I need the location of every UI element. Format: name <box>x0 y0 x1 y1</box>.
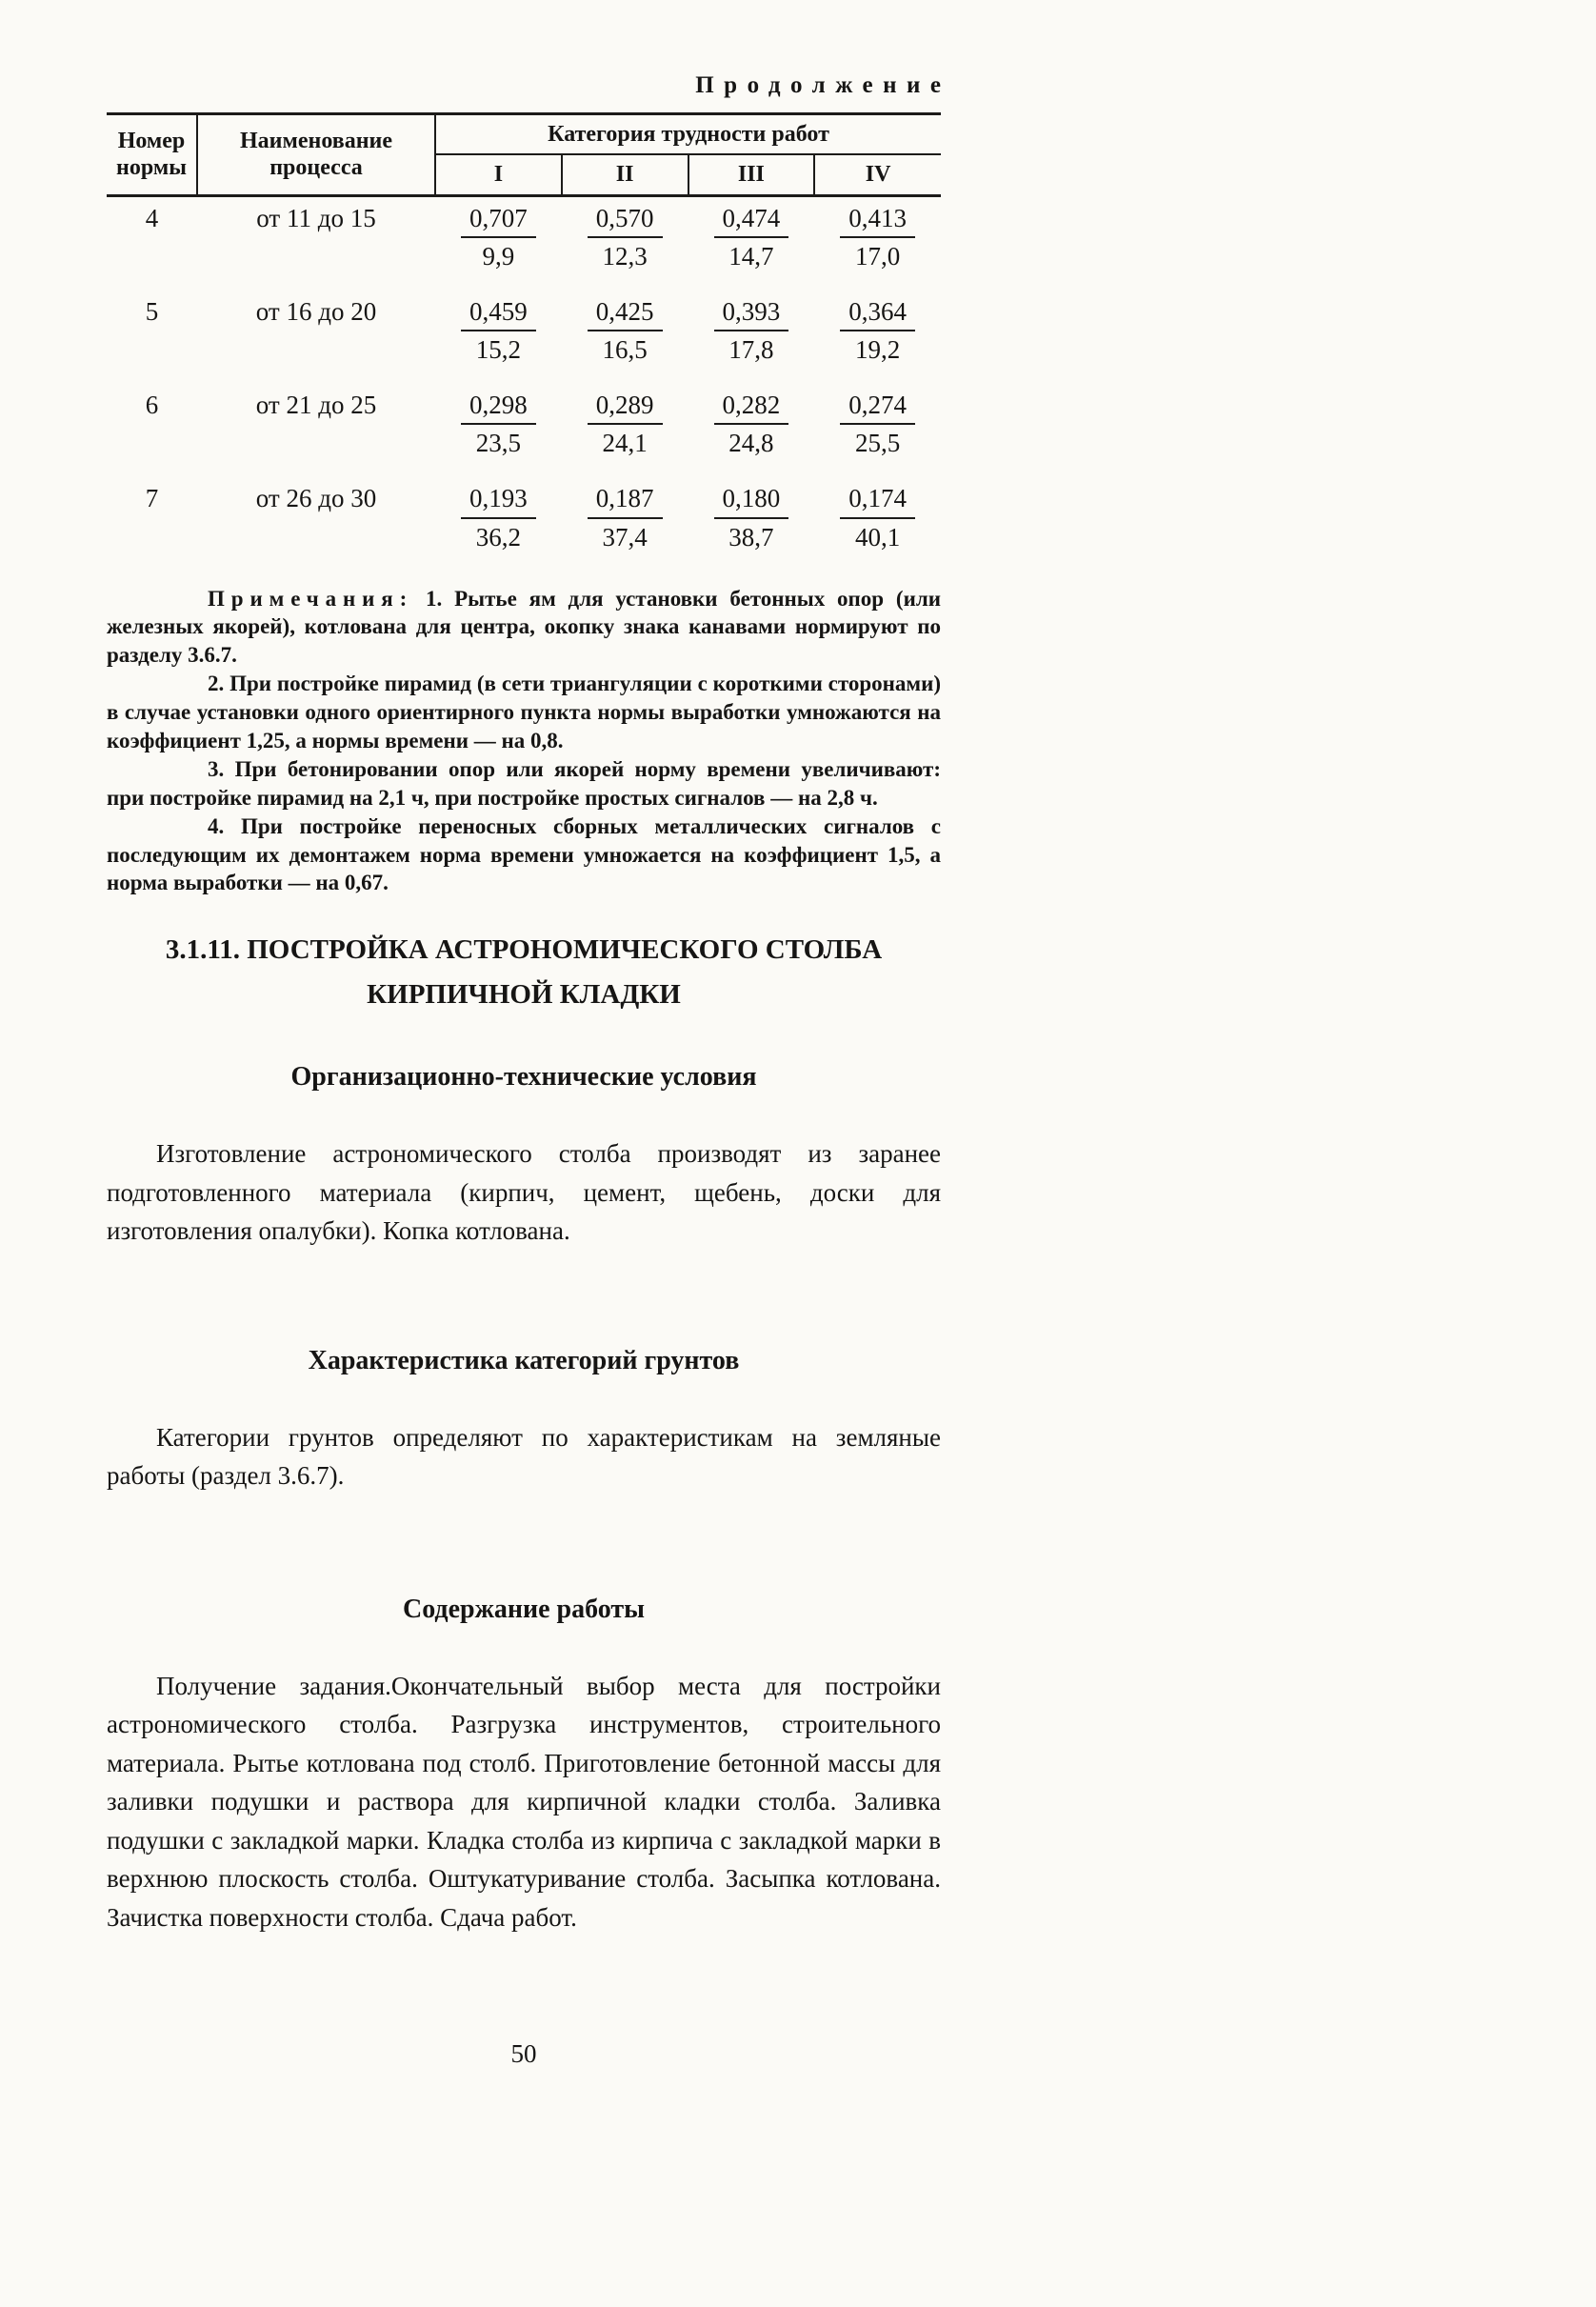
paragraph-soil-categories: Категории грунтов определяют по характеристикам на земляные работы (раздел 3.6.7). <box>107 1422 941 1491</box>
process-range-cell: от 11 до 15 <box>256 203 376 232</box>
fraction-numerator: 0,298 <box>461 391 536 425</box>
notes-label: Примечания: <box>208 586 414 611</box>
col-header-category-iv: IV <box>814 154 941 195</box>
subheading-work-content: Содержание работы <box>402 1594 646 1624</box>
fraction-numerator: 0,274 <box>840 391 915 425</box>
fraction-denominator: 16,5 <box>602 335 648 365</box>
page-number: 50 <box>510 2039 537 2069</box>
note-item: 2. При постройке пирамид (в сети триангуляции с короткими сторонами) в случае установки одного ориентирного пункта нормы выработки умножаются на коэффициент 1,25, а нормы времени — на 0,8. <box>107 672 941 753</box>
fraction-numerator: 0,570 <box>588 204 663 238</box>
text-column <box>107 72 951 2069</box>
fraction <box>588 391 663 457</box>
col-header-work-difficulty-category: Категория трудности работ <box>435 114 941 155</box>
fraction <box>461 391 536 457</box>
paragraph-work-content: Получение задания.Окончательный выбор места для постройки астрономического столба. Разгрузка инструментов, строительного материала. Рытье котлована под столб. Приготовление бетонной массы для заливки подушки и раствора для кирпичной кладки столба. Заливка подушки с закладкой марки. Кладка столба из кирпича с закладкой марки в верхнюю плоскость столба. Оштукатуривание столба. Засыпка котлована. Зачистка поверхности столба. Сдача работ. <box>107 1671 941 1932</box>
fraction <box>840 391 915 457</box>
fraction-numerator: 0,425 <box>588 297 663 331</box>
norm-number-cell: 7 <box>145 484 159 513</box>
norm-number-cell: 6 <box>145 391 159 420</box>
table-row <box>107 195 941 281</box>
fraction <box>840 204 915 271</box>
fraction <box>714 391 789 457</box>
fraction-denominator: 9,9 <box>482 241 515 271</box>
fraction <box>840 484 915 551</box>
section-heading-3-1-11 <box>107 928 941 1016</box>
fraction-numerator: 0,187 <box>588 484 663 518</box>
section-heading-line2: КИРПИЧНОЙ КЛАДКИ <box>367 978 681 1010</box>
value-cell <box>435 374 562 468</box>
value-cell <box>435 281 562 374</box>
norms-table <box>107 112 941 562</box>
col-header-norm-number: Номер нормы <box>107 114 197 196</box>
fraction-numerator: 0,174 <box>840 484 915 518</box>
note-item <box>107 585 941 671</box>
table-row <box>107 468 941 561</box>
value-cell <box>688 374 815 468</box>
fraction-denominator: 24,1 <box>602 429 648 458</box>
value-cell <box>435 195 562 281</box>
fraction-numerator: 0,289 <box>588 391 663 425</box>
process-range-cell: от 26 до 30 <box>255 484 377 513</box>
fraction-denominator: 23,5 <box>475 429 521 458</box>
fraction-numerator: 0,282 <box>714 391 789 425</box>
note-item: 3. При бетонировании опор или якорей норму времени увеличивают: при постройке пирамид на 2,1 ч, при постройке простых сигналов — на 2,8 ч. <box>107 756 941 810</box>
fraction <box>714 484 789 551</box>
value-cell <box>814 374 941 468</box>
fraction-denominator: 36,2 <box>475 522 521 552</box>
subheading-org-conditions: Организационно-технические условия <box>290 1062 757 1093</box>
fraction-numerator: 0,459 <box>461 297 536 331</box>
col-header-category-ii: II <box>562 154 688 195</box>
fraction <box>588 204 663 271</box>
fraction-denominator: 17,8 <box>728 335 774 365</box>
fraction-denominator: 37,4 <box>602 522 648 552</box>
fraction-denominator: 17,0 <box>855 241 901 271</box>
fraction-numerator: 0,413 <box>840 204 915 238</box>
fraction-denominator: 38,7 <box>728 522 774 552</box>
fraction-numerator: 0,193 <box>461 484 536 518</box>
section-heading-line1: 3.1.11. ПОСТРОЙКА АСТРОНОМИЧЕСКОГО СТОЛБА <box>165 934 883 966</box>
fraction-denominator: 24,8 <box>728 429 774 458</box>
norm-number-cell: 5 <box>145 296 159 326</box>
paragraph-org-conditions: Изготовление астрономического столба производят из заранее подготовленного материала (кирпич, цемент, щебень, доски для изготовления опалубки). Копка котлована. <box>107 1139 941 1246</box>
value-cell <box>562 468 688 561</box>
value-cell <box>814 281 941 374</box>
value-cell <box>688 195 815 281</box>
fraction <box>714 297 789 364</box>
value-cell <box>814 468 941 561</box>
col-header-process-name: Наименование процесса <box>197 114 435 196</box>
fraction-numerator: 0,364 <box>840 297 915 331</box>
fraction-denominator: 15,2 <box>475 335 521 365</box>
fraction-denominator: 12,3 <box>602 241 648 271</box>
fraction-numerator: 0,474 <box>714 204 789 238</box>
fraction <box>588 484 663 551</box>
norms-table-header <box>107 114 941 196</box>
value-cell <box>688 281 815 374</box>
norm-number-cell: 4 <box>145 203 159 232</box>
fraction-denominator: 19,2 <box>855 335 901 365</box>
fraction <box>461 204 536 271</box>
fraction <box>714 204 789 271</box>
fraction-numerator: 0,393 <box>714 297 789 331</box>
fraction <box>840 297 915 364</box>
col-header-category-iii: III <box>688 154 815 195</box>
notes-block <box>107 585 941 898</box>
fraction-numerator: 0,180 <box>714 484 789 518</box>
fraction-numerator: 0,707 <box>461 204 536 238</box>
process-range-cell: от 16 до 20 <box>255 296 377 326</box>
fraction-denominator: 25,5 <box>855 429 901 458</box>
table-row <box>107 281 941 374</box>
fraction <box>461 297 536 364</box>
fraction <box>588 297 663 364</box>
continuation-label: Продолжение <box>695 72 951 98</box>
value-cell <box>688 468 815 561</box>
subheading-soil-categories: Характеристика категорий грунтов <box>308 1345 740 1375</box>
table-row <box>107 374 941 468</box>
value-cell <box>562 195 688 281</box>
note-item-text: 1. Рытье ям для установки бетонных опор (или железных якорей), котлована для центра, окопку знака канавами нормируют по разделу 3.6.7. <box>107 586 941 668</box>
col-header-category-i: I <box>435 154 562 195</box>
value-cell <box>562 374 688 468</box>
fraction <box>461 484 536 551</box>
value-cell <box>562 281 688 374</box>
fraction-denominator: 14,7 <box>728 241 774 271</box>
value-cell <box>435 468 562 561</box>
fraction-denominator: 40,1 <box>855 522 901 552</box>
value-cell <box>814 195 941 281</box>
note-item: 4. При постройке переносных сборных металлических сигналов с последующим их демонтажем норма времени умножается на коэффициент 1,5, а норма выработки — на 0,67. <box>107 813 941 895</box>
process-range-cell: от 21 до 25 <box>255 391 377 420</box>
